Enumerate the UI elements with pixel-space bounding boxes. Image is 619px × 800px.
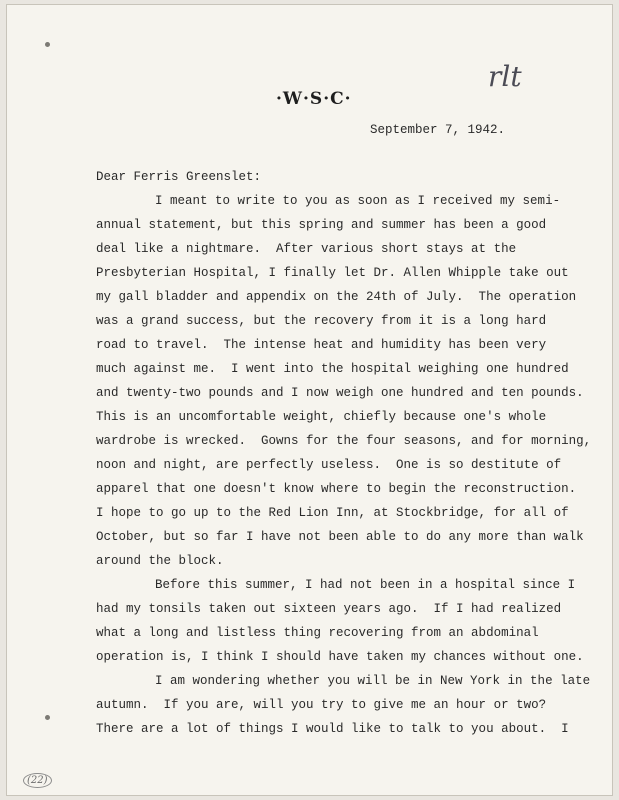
body-line: Before this summer, I had not been in a hospital since I [155,578,576,592]
body-line: what a long and listless thing recovering from an abdominal [96,626,539,640]
body-line: I am wondering whether you will be in New York in the late [155,674,591,688]
handwritten-annotation: rlt [488,60,522,93]
salutation: Dear Ferris Greenslet: [96,170,262,184]
body-line: and twenty-two pounds and I now weigh one hundred and ten pounds. [96,386,584,400]
body-line: apparel that one doesn't know where to begin the reconstruction. [96,482,577,496]
letter-page [6,4,613,796]
body-line: Presbyterian Hospital, I finally let Dr. Allen Whipple take out [96,266,569,280]
body-line: autumn. If you are, will you try to give me an hour or two? [96,698,547,712]
body-line: There are a lot of things I would like to talk to you about. I [96,722,569,736]
letter-date: September 7, 1942. [370,123,506,137]
body-line: I hope to go up to the Red Lion Inn, at Stockbridge, for all of [96,506,569,520]
body-line: had my tonsils taken out sixteen years ago. If I had realized [96,602,562,616]
body-line: deal like a nightmare. After various short stays at the [96,242,517,256]
body-line: much against me. I went into the hospital weighing one hundred [96,362,569,376]
body-line: was a grand success, but the recovery from it is a long hard [96,314,547,328]
body-line: operation is, I think I should have taken my chances without one. [96,650,584,664]
body-line: road to travel. The intense heat and humidity has been very [96,338,547,352]
archive-mark: (22) [23,773,52,788]
body-line: noon and night, are perfectly useless. One is so destitute of [96,458,562,472]
body-line: I meant to write to you as soon as I received my semi- [155,194,561,208]
letterhead-monogram: ·W·S·C· [276,89,352,109]
body-line: around the block. [96,554,224,568]
punch-hole-bottom [45,715,50,720]
body-line: This is an uncomfortable weight, chiefly because one's whole [96,410,547,424]
body-line: annual statement, but this spring and summer has been a good [96,218,547,232]
body-line: October, but so far I have not been able to do any more than walk [96,530,584,544]
body-line: wardrobe is wrecked. Gowns for the four seasons, and for morning, [96,434,592,448]
punch-hole-top [45,42,50,47]
body-line: my gall bladder and appendix on the 24th of July. The operation [96,290,577,304]
